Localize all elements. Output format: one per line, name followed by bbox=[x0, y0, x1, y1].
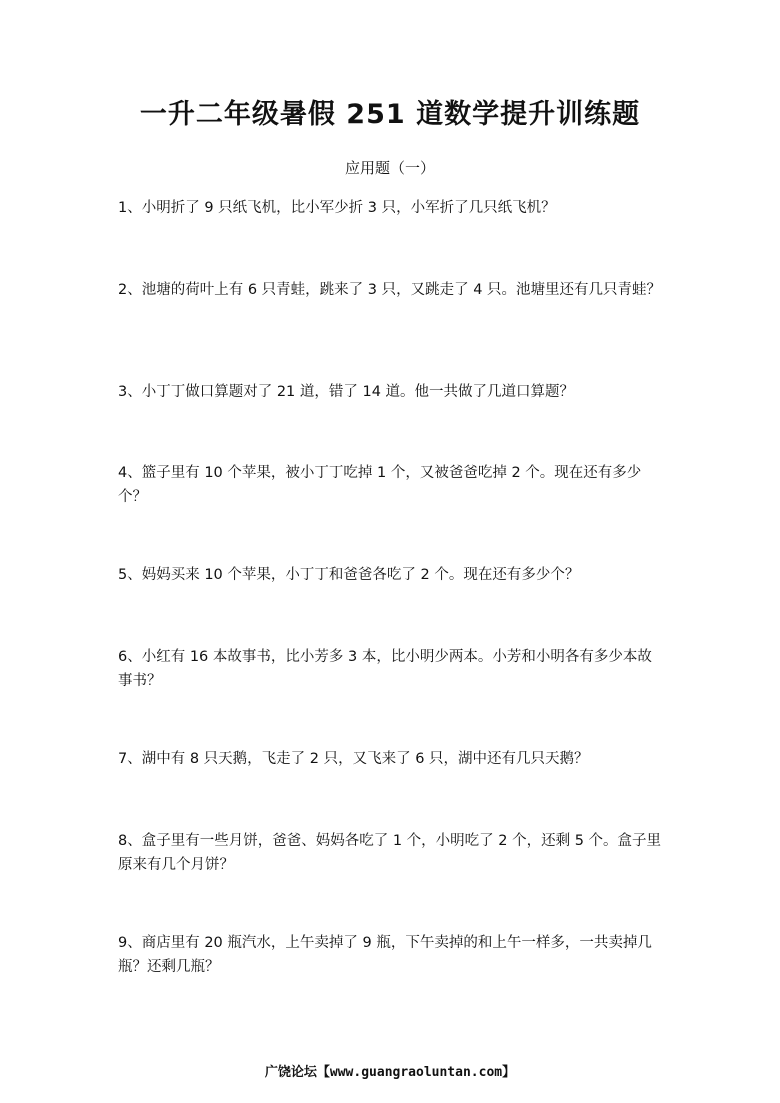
question-5: 5、妈妈买来 10 个苹果，小丁丁和爸爸各吃了 2 个。现在还有多少个？ bbox=[118, 567, 580, 583]
footer: 广饶论坛【www.guangraoluntan.com】 bbox=[264, 1065, 516, 1080]
question-7: 7、湖中有 8 只天鹅，飞走了 2 只，又飞来了 6 只，湖中还有几只天鹅？ bbox=[118, 751, 589, 767]
question-4: 4、篮子里有 10 个苹果，被小丁丁吃掉 1 个，又被爸爸吃掉 2 个。现在还有多少个？ bbox=[118, 465, 642, 505]
question-9: 9、商店里有 20 瓶汽水，上午卖掉了 9 瓶，下午卖掉的和上午一样多，一共卖掉几瓶？还剩几瓶？ bbox=[118, 935, 652, 975]
page-title: 一升二年级暑假 251 道数学提升训练题 bbox=[139, 99, 641, 130]
question-8: 8、盒子里有一些月饼，爸爸、妈妈各吃了 1 个，小明吃了 2 个，还剩 5 个。盒子里原来有几个月饼？ bbox=[118, 833, 662, 873]
section-title: 应用题（一） bbox=[344, 159, 435, 177]
question-1: 1、小明折了 9 只纸飞机，比小军少折 3 只，小军折了几只纸飞机？ bbox=[118, 200, 556, 216]
question-3: 3、小丁丁做口算题对了 21 道，错了 14 道。他一共做了几道口算题？ bbox=[118, 384, 575, 400]
question-6: 6、小红有 16 本故事书，比小芳多 3 本，比小明少两本。小芳和小明各有多少本故事书？ bbox=[118, 649, 652, 689]
question-2: 2、池塘的荷叶上有 6 只青蛙，跳来了 3 只，又跳走了 4 只。池塘里还有几只青蛙？ bbox=[118, 282, 662, 298]
